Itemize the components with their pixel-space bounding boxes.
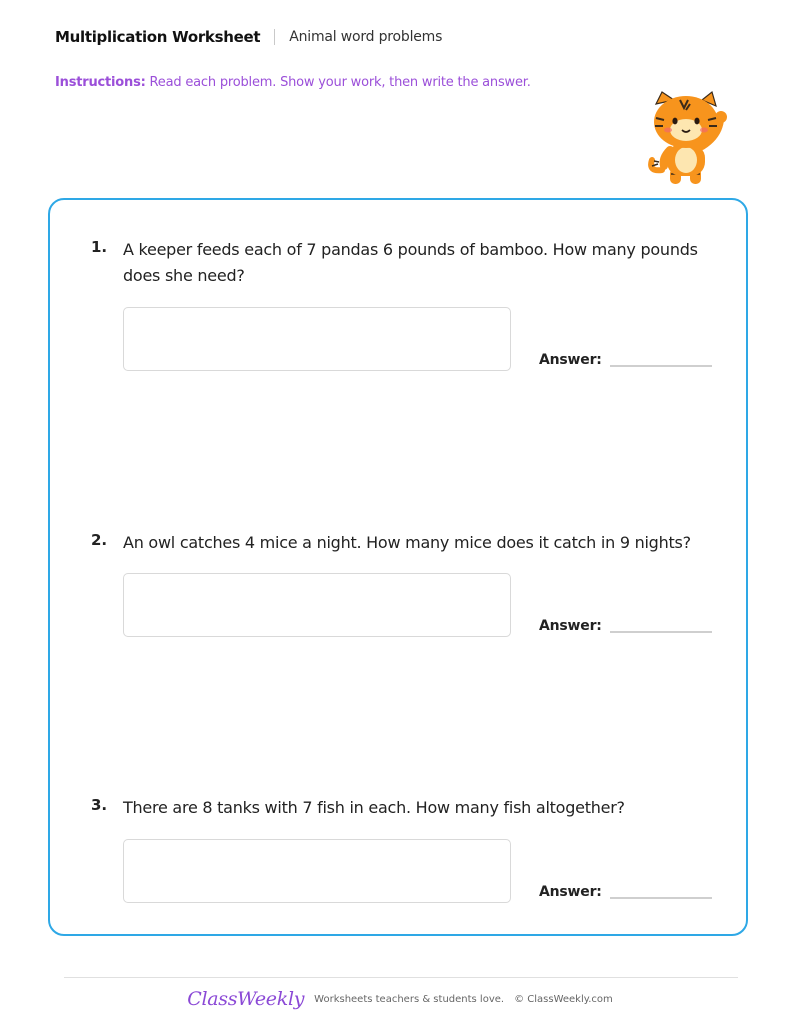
- problem-text: There are 8 tanks with 7 fish in each. How many fish altogether?: [123, 798, 625, 817]
- worksheet-subtitle: Animal word problems: [289, 29, 443, 45]
- header-divider: [274, 29, 275, 45]
- brand-logo: ClassWeekly: [187, 988, 305, 1010]
- worksheet-header: [55, 27, 442, 47]
- work-box[interactable]: [123, 307, 511, 371]
- footer-tagline: Worksheets teachers & students love.: [314, 993, 505, 1005]
- instructions: [55, 75, 531, 90]
- answer-line[interactable]: [610, 631, 712, 633]
- answer-label: Answer:: [539, 884, 602, 900]
- instructions-text: Read each problem. Show your work, then write the answer.: [149, 75, 531, 90]
- worksheet-title: Multiplication Worksheet: [55, 28, 261, 46]
- footer: [0, 988, 800, 1010]
- tiger-mascot-icon: [640, 88, 736, 188]
- footer-divider: [64, 977, 738, 978]
- problem-number: 1.: [91, 238, 108, 256]
- work-box[interactable]: [123, 573, 511, 637]
- instructions-label: Instructions:: [55, 75, 146, 90]
- answer-line[interactable]: [610, 897, 712, 899]
- answer-line[interactable]: [610, 365, 712, 367]
- problem-text: An owl catches 4 mice a night. How many mice does it catch in 9 nights?: [123, 533, 691, 552]
- problem-text: A keeper feeds each of 7 pandas 6 pounds of bamboo. How many pounds does she need?: [123, 240, 698, 285]
- problem-number: 3.: [91, 796, 108, 814]
- work-box[interactable]: [123, 839, 511, 903]
- problems-card: [48, 198, 748, 936]
- answer-label: Answer:: [539, 352, 602, 368]
- answer-label: Answer:: [539, 618, 602, 634]
- footer-copyright: © ClassWeekly.com: [514, 993, 613, 1005]
- problem-number: 2.: [91, 531, 108, 549]
